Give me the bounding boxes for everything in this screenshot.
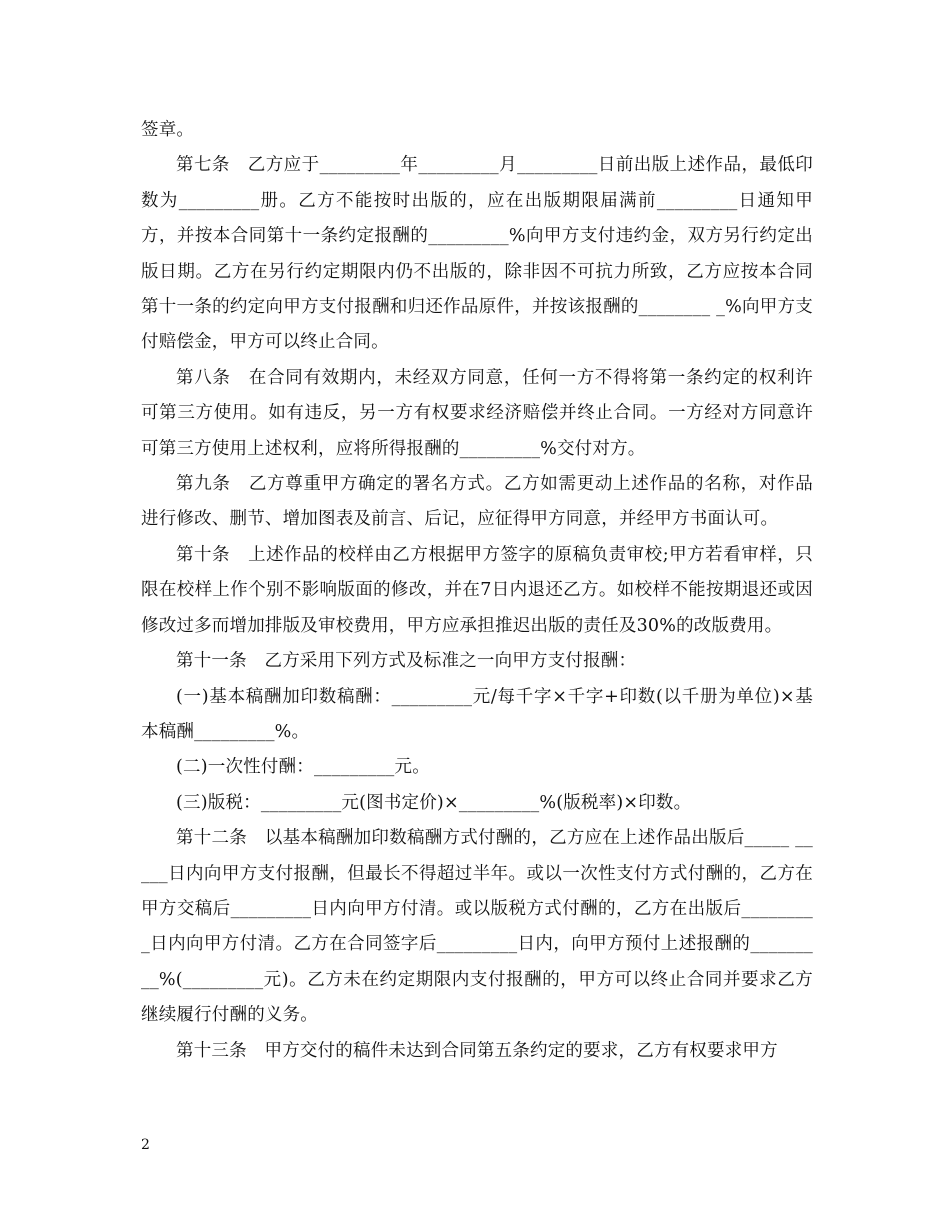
contract-body <box>141 113 813 1069</box>
paragraph-article-13: 第十三条 甲方交付的稿件未达到合同第五条约定的要求，乙方有权要求甲方 <box>176 1040 778 1061</box>
paragraph-closing-signature: 签章。 <box>141 120 195 140</box>
page-number: 2 <box>141 1137 150 1153</box>
paragraph-article-12: 第十二条 以基本稿酬加印数稿酬方式付酬的，乙方应在上述作品出版后_____ _____日内向甲方支付报酬，但最长不得超过半年。或以一次性支付方式付酬的，乙方在甲方交稿后_________日内向甲方付清。或以版税方式付酬的，乙方在出版后_________日内向甲方付清。乙方在合同签字后_________日内，向甲方预付上述报酬的_________%(_________元)。乙方未在约定期限内支付报酬的，甲方可以终止合同并要求乙方继续履行付酬的义务。 <box>141 828 813 1026</box>
paragraph-article-11: 第十一条 乙方采用下列方式及标准之一向甲方支付报酬： <box>176 651 637 672</box>
paragraph-article-11-item-2: (二)一次性付酬：_________元。 <box>176 757 430 778</box>
paragraph-article-10: 第十条 上述作品的校样由乙方根据甲方签字的原稿负责审校;甲方若看审样，只限在校样上作个别不影响版面的修改，并在7日内退还乙方。如校样不能按期退还或因修改过多而增加排版及审校费用，甲方应承担推迟出版的责任及30%的改版费用。 <box>141 544 813 636</box>
paragraph-article-11-item-3: (三)版税：_________元(图书定价)×_________%(版税率)×印数。 <box>176 792 692 813</box>
paragraph-article-8: 第八条 在合同有效期内，未经双方同意，任何一方不得将第一条约定的权利许可第三方使用。如有违反，另一方有权要求经济赔偿并终止合同。一方经对方同意许可第三方使用上述权利，应将所得报酬的_________%交付对方。 <box>141 367 813 459</box>
paragraph-article-7: 第七条 乙方应于_________年_________月_________日前出版上述作品，最低印数为_________册。乙方不能按时出版的，应在出版期限届满前_________日通知甲方，并按本合同第十一条约定报酬的_________%向甲方支付违约金，双方另行约定出版日期。乙方在另行约定期限内仍不出版的，除非因不可抗力所致，乙方应按本合同第十一条的约定向甲方支付报酬和归还作品原件，并按该报酬的________ _%向甲方支付赔偿金，甲方可以终止合同。 <box>141 155 813 353</box>
paragraph-article-11-item-1: (一)基本稿酬加印数稿酬：_________元/每千字×千字+印数(以千册为单位)×基本稿酬_________%。 <box>141 686 813 742</box>
paragraph-article-9: 第九条 乙方尊重甲方确定的署名方式。乙方如需更动上述作品的名称，对作品进行修改、删节、增加图表及前言、后记，应征得甲方同意，并经甲方书面认可。 <box>141 474 813 530</box>
